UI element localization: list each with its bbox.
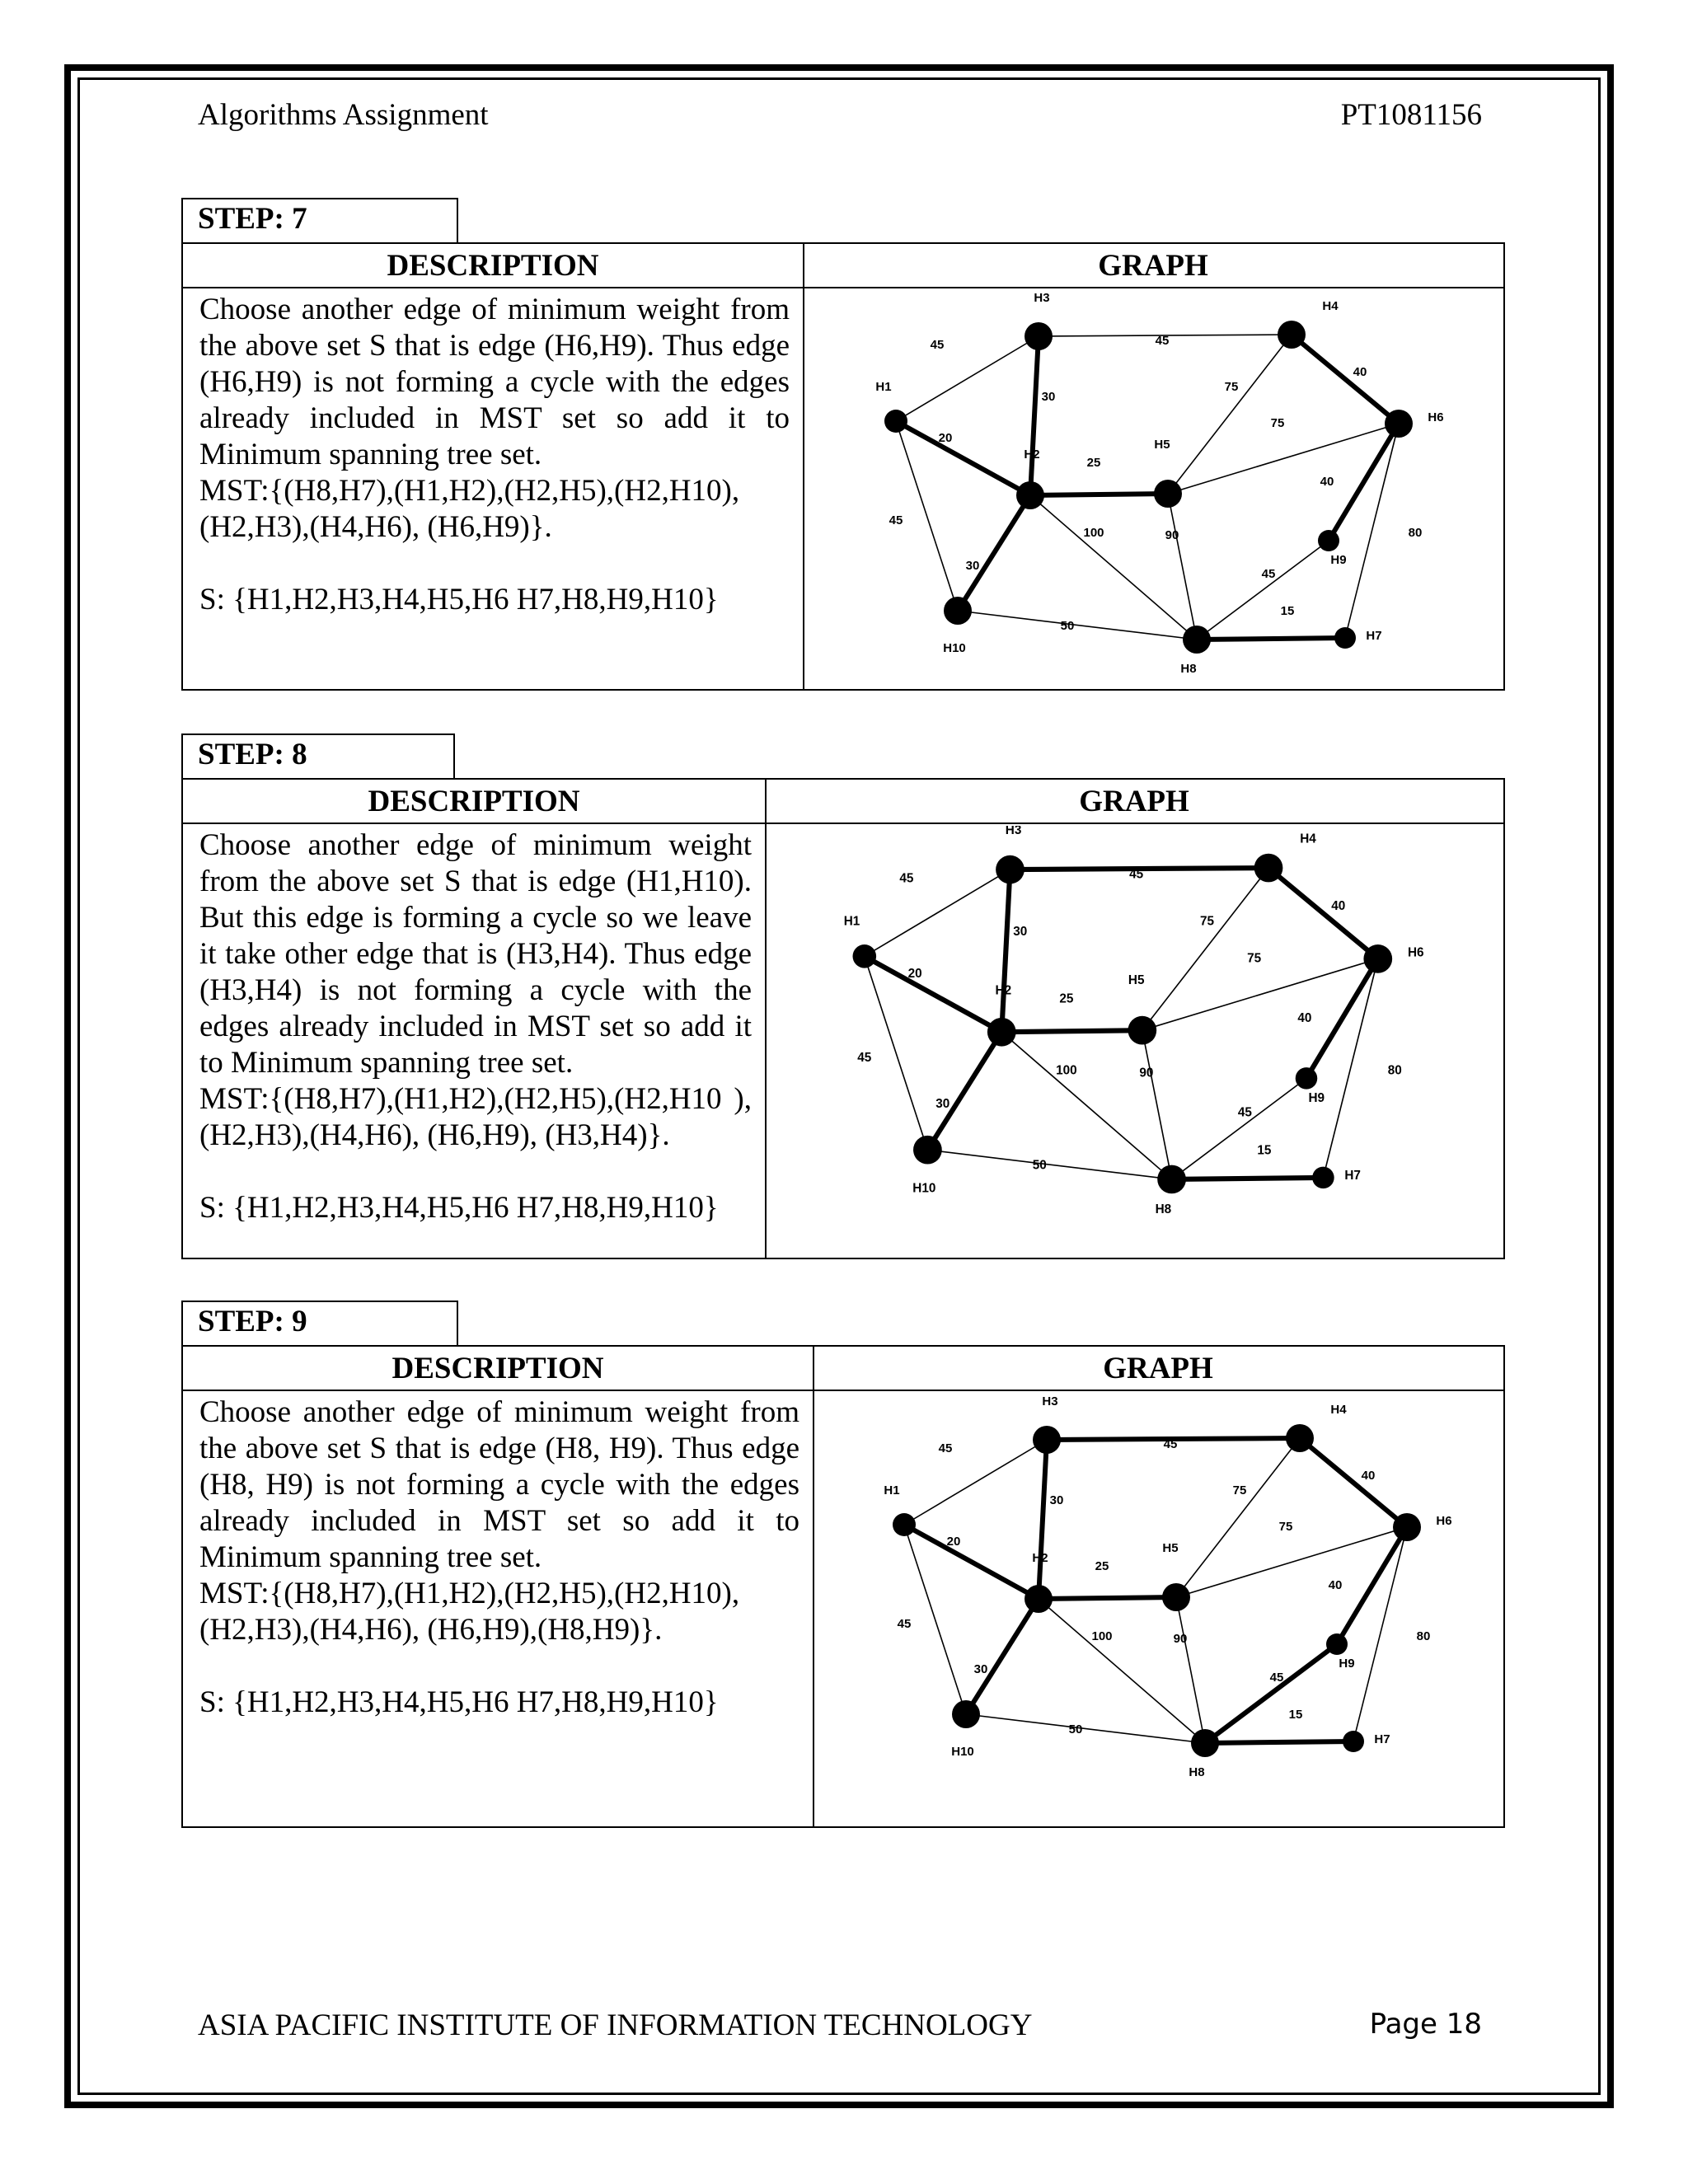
node-h2 bbox=[1025, 1585, 1053, 1613]
edge-weight-label: 25 bbox=[1095, 1559, 1109, 1573]
edge-h4-h5 bbox=[1142, 868, 1268, 1030]
node-h7 bbox=[1334, 627, 1356, 649]
step-8-graph bbox=[793, 826, 1584, 1221]
step-9-mst: MST:{(H8,H7),(H1,H2),(H2,H5),(H2,H10), (H2,H3),(H4,H6), (H6,H9),(H8,H9)}. bbox=[199, 1577, 740, 1647]
edge-weight-label: 45 bbox=[1163, 1437, 1178, 1451]
edge-weight-label: 20 bbox=[946, 1535, 961, 1549]
node-label-h2: H2 bbox=[1024, 448, 1040, 462]
edge-weight-label: 20 bbox=[938, 431, 953, 445]
node-h9 bbox=[1296, 1067, 1318, 1090]
edge-weight-label: 50 bbox=[1060, 619, 1075, 633]
node-h1 bbox=[884, 410, 907, 433]
node-label-h4: H4 bbox=[1300, 832, 1316, 846]
graph-header: GRAPH bbox=[803, 244, 1503, 288]
node-h3 bbox=[996, 855, 1025, 884]
edge-weight-label: 100 bbox=[1091, 1629, 1113, 1643]
column-divider bbox=[813, 1347, 814, 1826]
node-label-h1: H1 bbox=[875, 380, 892, 394]
node-label-h7: H7 bbox=[1374, 1732, 1390, 1746]
edge-weight-label: 45 bbox=[897, 1617, 912, 1631]
node-label-h9: H9 bbox=[1339, 1657, 1355, 1671]
node-h4 bbox=[1286, 1424, 1314, 1452]
edge-h3-h2 bbox=[1030, 336, 1039, 495]
edge-h10-h8 bbox=[966, 1714, 1205, 1743]
step-8-paragraph: Choose another edge of minimum weight from the above set S that is edge (H1,H10). But this edge is forming a cycle so we leave it take other edge that is (H3,H4). Thus edge (H3,H4) is not forming a cycle with the edges already included in MST set so add it to Minimum spanning tree set. bbox=[199, 828, 752, 1080]
node-h10 bbox=[944, 597, 972, 625]
node-label-h10: H10 bbox=[951, 1745, 974, 1759]
node-h6 bbox=[1363, 944, 1392, 973]
node-h8 bbox=[1191, 1729, 1219, 1757]
node-label-h8: H8 bbox=[1180, 662, 1197, 676]
step-9-graph bbox=[834, 1393, 1609, 1788]
edge-weight-label: 45 bbox=[857, 1050, 872, 1065]
edge-h2-h8 bbox=[1030, 495, 1197, 640]
edge-h8-h7 bbox=[1172, 1178, 1324, 1179]
edge-weight-label: 40 bbox=[1361, 1469, 1376, 1483]
step-9-paragraph: Choose another edge of minimum weight from the above set S that is edge (H8, H9). Thus edge (H8, H9) is not forming a cycle with the edges already included in MST set so add it to Minimum spanning tree set. bbox=[199, 1395, 799, 1574]
step-7-mst: MST:{(H8,H7),(H1,H2),(H2,H5),(H2,H10), (H2,H3),(H4,H6), (H6,H9)}. bbox=[199, 474, 740, 544]
node-label-h8: H8 bbox=[1155, 1202, 1172, 1216]
node-label-h4: H4 bbox=[1330, 1403, 1347, 1417]
edge-h3-h2 bbox=[1001, 869, 1010, 1032]
edge-h2-h10 bbox=[958, 495, 1030, 611]
edge-h10-h8 bbox=[927, 1150, 1171, 1179]
node-label-h2: H2 bbox=[995, 983, 1012, 998]
node-h9 bbox=[1326, 1633, 1348, 1655]
edge-h2-h10 bbox=[927, 1032, 1001, 1150]
step-8-mst: MST:{(H8,H7),(H1,H2),(H2,H5),(H2,H10 ), (H2,H3),(H4,H6), (H6,H9), (H3,H4)}. bbox=[199, 1082, 752, 1152]
edge-weight-label: 30 bbox=[1041, 390, 1056, 404]
node-h3 bbox=[1033, 1426, 1061, 1454]
edge-weight-label: 25 bbox=[1059, 991, 1074, 1006]
footer-institute: ASIA PACIFIC INSTITUTE OF INFORMATION TECHNOLOGY bbox=[198, 2008, 1033, 2042]
node-h3 bbox=[1025, 322, 1053, 350]
edge-weight-label: 90 bbox=[1165, 528, 1179, 542]
edge-weight-label: 80 bbox=[1416, 1629, 1431, 1643]
graph-header: GRAPH bbox=[765, 780, 1503, 824]
edge-weight-label: 30 bbox=[965, 559, 980, 573]
edge-weight-label: 40 bbox=[1320, 475, 1334, 489]
edge-weight-label: 45 bbox=[889, 513, 903, 527]
node-label-h1: H1 bbox=[884, 1483, 900, 1497]
edge-h6-h7 bbox=[1345, 424, 1399, 638]
node-label-h3: H3 bbox=[1042, 1394, 1058, 1408]
node-h7 bbox=[1312, 1167, 1334, 1189]
node-label-h6: H6 bbox=[1428, 410, 1444, 424]
edge-weight-label: 45 bbox=[938, 1441, 953, 1455]
edge-h4-h5 bbox=[1176, 1438, 1300, 1597]
node-h6 bbox=[1393, 1513, 1421, 1541]
edge-weight-label: 40 bbox=[1331, 899, 1346, 914]
edge-weight-label: 40 bbox=[1328, 1578, 1343, 1592]
node-label-h5: H5 bbox=[1162, 1541, 1179, 1555]
node-label-h3: H3 bbox=[1005, 826, 1022, 838]
node-h10 bbox=[913, 1136, 942, 1165]
edge-weight-label: 15 bbox=[1288, 1708, 1303, 1722]
edge-h6-h7 bbox=[1353, 1527, 1407, 1741]
edge-weight-label: 45 bbox=[1155, 334, 1170, 348]
edge-weight-label: 75 bbox=[1199, 914, 1214, 929]
footer-page-number: Page 18 bbox=[1369, 2008, 1482, 2041]
edge-h1-h3 bbox=[865, 869, 1010, 956]
node-h2 bbox=[1016, 481, 1044, 509]
edge-h1-h3 bbox=[896, 336, 1039, 421]
node-label-h8: H8 bbox=[1189, 1765, 1205, 1779]
node-label-h10: H10 bbox=[943, 641, 966, 655]
step-9-set: S: {H1,H2,H3,H4,H5,H6 H7,H8,H9,H10} bbox=[199, 1685, 719, 1719]
node-label-h5: H5 bbox=[1128, 973, 1145, 987]
step-7-paragraph: Choose another edge of minimum weight from the above set S that is edge (H6,H9). Thus edge (H6,H9) is not forming a cycle with the edges already included in MST set so add it to Minimum spanning tree set. bbox=[199, 293, 790, 471]
node-label-h7: H7 bbox=[1366, 629, 1382, 643]
edge-h2-h5 bbox=[1001, 1030, 1142, 1032]
step-7-table bbox=[181, 242, 1505, 691]
edge-weight-label: 45 bbox=[1129, 867, 1144, 882]
node-h9 bbox=[1318, 530, 1339, 551]
step-7-label: STEP: 7 bbox=[181, 198, 458, 244]
node-h4 bbox=[1254, 854, 1283, 883]
node-h5 bbox=[1128, 1016, 1156, 1045]
node-label-h2: H2 bbox=[1032, 1551, 1048, 1565]
node-label-h6: H6 bbox=[1436, 1514, 1452, 1528]
edge-h4-h6 bbox=[1292, 335, 1399, 424]
edge-h2-h5 bbox=[1030, 494, 1168, 495]
step-8-set: S: {H1,H2,H3,H4,H5,H6 H7,H8,H9,H10} bbox=[199, 1191, 719, 1225]
node-label-h3: H3 bbox=[1034, 293, 1050, 305]
column-divider bbox=[765, 780, 767, 1258]
edge-h4-h6 bbox=[1300, 1438, 1407, 1527]
header-title: Algorithms Assignment bbox=[198, 98, 489, 132]
node-h4 bbox=[1278, 321, 1306, 349]
edge-h2-h5 bbox=[1039, 1597, 1176, 1599]
graph-header: GRAPH bbox=[813, 1347, 1503, 1391]
edge-weight-label: 100 bbox=[1056, 1063, 1077, 1078]
edge-weight-label: 30 bbox=[973, 1662, 988, 1676]
step-9-table bbox=[181, 1345, 1505, 1828]
node-h8 bbox=[1157, 1165, 1186, 1194]
description-header: DESCRIPTION bbox=[183, 1347, 813, 1391]
edge-weight-label: 90 bbox=[1173, 1632, 1188, 1646]
step-9-description bbox=[199, 1394, 799, 1721]
edge-h9-h8 bbox=[1172, 1078, 1306, 1179]
column-divider bbox=[803, 244, 804, 689]
edge-h8-h7 bbox=[1197, 638, 1345, 640]
edge-weight-label: 75 bbox=[1247, 951, 1262, 966]
edge-weight-label: 15 bbox=[1257, 1143, 1272, 1158]
node-label-h9: H9 bbox=[1330, 553, 1347, 567]
step-7-description bbox=[199, 292, 790, 618]
edge-weight-label: 25 bbox=[1086, 456, 1101, 470]
edge-weight-label: 45 bbox=[1269, 1671, 1284, 1685]
edge-h10-h8 bbox=[958, 611, 1197, 640]
edge-weight-label: 75 bbox=[1270, 416, 1285, 430]
edge-h2-h8 bbox=[1039, 1599, 1205, 1743]
node-label-h7: H7 bbox=[1344, 1168, 1361, 1183]
node-h7 bbox=[1343, 1731, 1364, 1752]
edge-weight-label: 20 bbox=[907, 966, 922, 981]
node-label-h5: H5 bbox=[1154, 438, 1170, 452]
header-student-id: PT1081156 bbox=[1340, 98, 1482, 132]
step-7-graph bbox=[826, 293, 1601, 681]
description-header: DESCRIPTION bbox=[183, 780, 765, 824]
node-h6 bbox=[1385, 410, 1413, 438]
edge-weight-label: 75 bbox=[1224, 380, 1239, 394]
edge-weight-label: 30 bbox=[1013, 924, 1028, 939]
step-8-label: STEP: 8 bbox=[181, 733, 455, 780]
step-8-table bbox=[181, 778, 1505, 1259]
edge-weight-label: 40 bbox=[1353, 365, 1367, 379]
node-h5 bbox=[1154, 480, 1182, 508]
edge-weight-label: 75 bbox=[1232, 1483, 1247, 1497]
edge-weight-label: 45 bbox=[1261, 567, 1276, 581]
edge-h4-h6 bbox=[1268, 868, 1378, 958]
node-h1 bbox=[853, 944, 877, 968]
edge-h9-h8 bbox=[1205, 1644, 1337, 1743]
node-h5 bbox=[1162, 1583, 1190, 1611]
node-h1 bbox=[893, 1513, 916, 1536]
node-label-h1: H1 bbox=[843, 914, 860, 929]
node-label-h4: H4 bbox=[1322, 299, 1339, 313]
node-label-h9: H9 bbox=[1308, 1090, 1325, 1105]
edge-weight-label: 50 bbox=[1068, 1722, 1083, 1736]
edge-weight-label: 45 bbox=[930, 338, 945, 352]
edge-h3-h2 bbox=[1039, 1440, 1047, 1599]
edge-weight-label: 100 bbox=[1083, 526, 1104, 540]
node-h2 bbox=[987, 1018, 1016, 1047]
edge-h4-h5 bbox=[1168, 335, 1292, 494]
edge-weight-label: 50 bbox=[1032, 1158, 1047, 1173]
edge-weight-label: 80 bbox=[1408, 526, 1423, 540]
description-header: DESCRIPTION bbox=[183, 244, 803, 288]
edge-weight-label: 45 bbox=[899, 871, 914, 886]
step-7-set: S: {H1,H2,H3,H4,H5,H6 H7,H8,H9,H10} bbox=[199, 583, 719, 616]
edge-h6-h7 bbox=[1323, 958, 1377, 1178]
edge-weight-label: 45 bbox=[1237, 1105, 1252, 1120]
edge-h1-h3 bbox=[904, 1440, 1047, 1525]
node-h8 bbox=[1183, 626, 1211, 654]
edge-weight-label: 40 bbox=[1297, 1010, 1312, 1025]
edge-h8-h7 bbox=[1205, 1741, 1353, 1743]
edge-weight-label: 75 bbox=[1278, 1520, 1293, 1534]
step-8-description bbox=[199, 827, 752, 1226]
edge-h9-h8 bbox=[1197, 541, 1329, 640]
edge-weight-label: 90 bbox=[1139, 1066, 1154, 1080]
edge-weight-label: 15 bbox=[1280, 604, 1295, 618]
edge-weight-label: 30 bbox=[935, 1097, 950, 1112]
step-9-label: STEP: 9 bbox=[181, 1301, 458, 1347]
edge-h2-h10 bbox=[966, 1599, 1039, 1714]
edge-weight-label: 30 bbox=[1049, 1493, 1064, 1507]
edge-weight-label: 80 bbox=[1387, 1063, 1402, 1078]
node-label-h10: H10 bbox=[912, 1181, 936, 1196]
node-h10 bbox=[952, 1700, 980, 1728]
edge-h2-h8 bbox=[1001, 1032, 1171, 1179]
node-label-h6: H6 bbox=[1407, 945, 1424, 960]
